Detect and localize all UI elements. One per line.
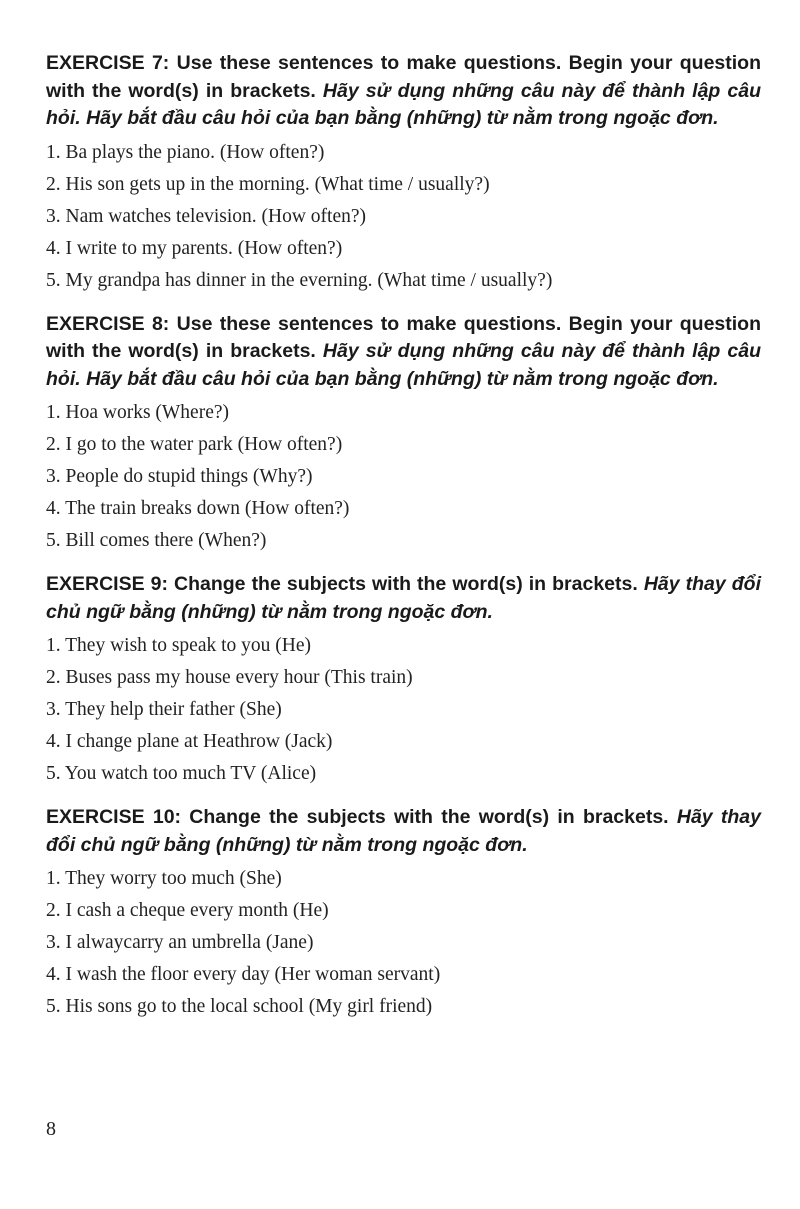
exercise-10-vietnamese: Hãy thay đổi chủ ngữ bằng (những) từ nằm trong ngoặc đơn. (46, 806, 761, 856)
list-item: 2. His son gets up in the morning. (What time / usually?) (46, 173, 490, 195)
exercise-9-items (46, 630, 761, 790)
list-item: 4. I change plane at Heathrow (Jack) (46, 731, 333, 752)
list-item: 3. I alwaycarry an umbrella (Jane) (46, 932, 314, 953)
list-item: 5. Bill comes there (When?) (46, 530, 267, 551)
list-item: 1. They worry too much (She) (46, 868, 282, 889)
exercise-8-heading (46, 311, 761, 394)
list-item: 2. I go to the water park (How often?) (46, 434, 343, 455)
exercise-8-title: EXERCISE 8: Use these sentences to make questions. Begin your question with the word(s) in brackets. (46, 312, 761, 362)
exercise-10-heading (46, 804, 761, 859)
exercise-8-items (46, 397, 761, 557)
exercise-7-heading (46, 50, 761, 133)
exercise-8-vietnamese: Hãy sử dụng những câu này để thành lập câu hỏi. Hãy bắt đầu câu hỏi của bạn bằng (những) từ nằm trong ngoặc đơn. (46, 340, 761, 390)
exercise-8 (46, 311, 761, 558)
list-item: 2. Buses pass my house every hour (This train) (46, 667, 413, 688)
list-item: 5. My grandpa has dinner in the everning. (What time / usually?) (46, 269, 553, 291)
exercise-10 (46, 804, 761, 1023)
exercise-9-vietnamese: Hãy thay đổi chủ ngữ bằng (những) từ nằm trong ngoặc đơn. (46, 573, 762, 623)
exercise-7-items (46, 137, 761, 297)
exercise-7-vietnamese: Hãy sử dụng những câu này để thành lập câu hỏi. Hãy bắt đầu câu hỏi của bạn bằng (những) từ nằm trong ngoặc đơn. (46, 79, 761, 129)
list-item: 1. Hoa works (Where?) (46, 402, 230, 423)
exercise-9-title: EXERCISE 9: Change the subjects with the word(s) in brackets. (46, 573, 638, 595)
list-item: 3. People do stupid things (Why?) (46, 466, 313, 487)
exercise-7-title: EXERCISE 7: Use these sentences to make questions. Begin your question with the word(s) in brackets. (46, 52, 761, 102)
exercise-7 (46, 50, 761, 297)
list-item: 3. Nam watches television. (How often?) (46, 205, 367, 227)
list-item: 1. They wish to speak to you (He) (46, 635, 312, 656)
page-number: 8 (46, 1118, 56, 1140)
exercise-9-heading (46, 571, 761, 626)
exercise-9 (46, 571, 761, 790)
list-item: 2. I cash a cheque every month (He) (46, 900, 329, 921)
exercise-10-title: EXERCISE 10: Change the subjects with the word(s) in brackets. (46, 806, 669, 828)
list-item: 5. You watch too much TV (Alice) (46, 763, 317, 784)
list-item: 4. I wash the floor every day (Her woman servant) (46, 964, 441, 985)
list-item: 3. They help their father (She) (46, 699, 282, 720)
list-item: 4. The train breaks down (How often?) (46, 498, 350, 519)
page-content (46, 50, 761, 1023)
list-item: 5. His sons go to the local school (My girl friend) (46, 996, 433, 1017)
list-item: 1. Ba plays the piano. (How often?) (46, 141, 325, 163)
exercise-10-items (46, 863, 761, 1023)
list-item: 4. I write to my parents. (How often?) (46, 237, 343, 259)
